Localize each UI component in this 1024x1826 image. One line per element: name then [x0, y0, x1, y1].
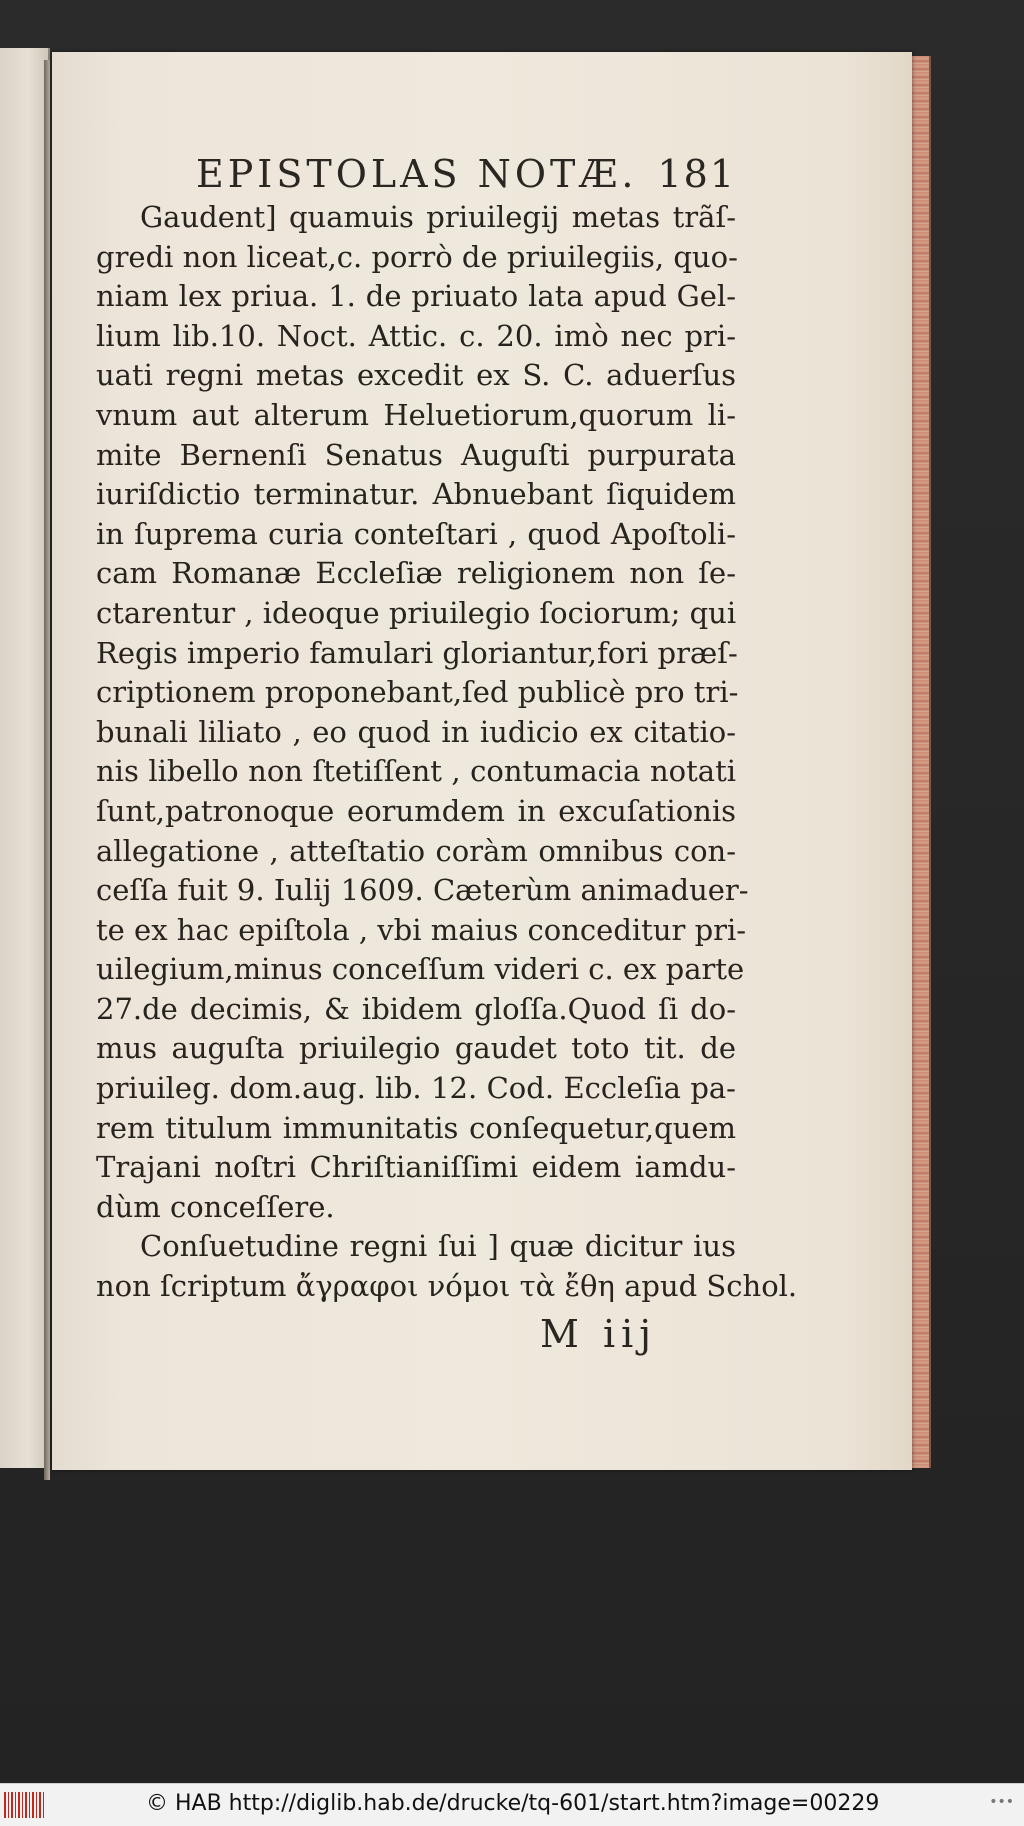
text-line: te ex hac epiſtola , vbi maius conceditur pri- — [96, 912, 747, 947]
previous-page-edge — [0, 48, 50, 1468]
copyright-link[interactable]: © HAB http://diglib.hab.de/drucke/tq-601/start.htm?image=00229 — [146, 1791, 880, 1816]
text-line: non ſcriptum ἄγραφοι νόμοι τὰ ἔθη apud Schol. — [96, 1269, 798, 1304]
running-title: EPISTOLAS NOTÆ. — [196, 152, 638, 196]
text-line: in ſuprema curia conteſtari , quod Apoſtoli- — [96, 516, 736, 551]
text-line: ſunt,patronoque eorumdem in excuſationis — [96, 793, 736, 828]
text-line: lium lib.10. Noct. Attic. c. 20. imò nec pri- — [96, 318, 736, 353]
text-line: allegatione , atteſtatio coràm omnibus con- — [96, 833, 736, 868]
hab-logo-icon — [4, 1792, 46, 1818]
text-line: Conſuetudine regni ſui ] quæ dicitur ius — [140, 1229, 736, 1264]
text-line: Gaudent] quamuis priuilegij metas trãſ- — [140, 200, 736, 234]
text-line: nis libello non ſtetiſſent , contumacia notati — [96, 754, 736, 789]
text-line: bunali liliato , eo quod in iudicio ex citatio- — [96, 714, 736, 749]
signature-mark: M iij — [540, 1312, 658, 1356]
text-line: iuriſdictio terminatur. Abnuebant ſiquidem — [96, 477, 736, 512]
text-line: rem titulum immunitatis conſequetur,quem — [96, 1110, 736, 1145]
text-line: dùm conceſſere. — [96, 1189, 335, 1224]
text-line: uilegium,minus conceſſum videri c. ex parte — [96, 952, 745, 987]
text-line: 27.de decimis, & ibidem gloſſa.Quod ſi do- — [96, 991, 736, 1026]
text-line: priuileg. dom.aug. lib. 12. Cod. Eccleſia pa- — [96, 1071, 736, 1106]
text-line: ceſſa fuit 9. Iulij 1609. Cæterùm animaduer- — [96, 873, 749, 908]
page-header — [196, 152, 736, 198]
body-text — [96, 198, 798, 1307]
text-line: uati regni metas excedit ex S. C. aduerſus — [96, 358, 736, 393]
text-line: mus auguſta priuilegio gaudet toto tit. de — [96, 1031, 736, 1066]
text-line: mite Bernenſi Senatus Auguſti purpurata — [96, 437, 736, 472]
text-line: criptionem proponebant,ſed publicè pro tri- — [96, 675, 739, 710]
copyright-bar — [0, 1783, 1024, 1826]
page-number: 181 — [657, 152, 736, 196]
text-line: gredi non liceat,c. porrò de priuilegiis, quo- — [96, 239, 738, 274]
text-line: cam Romanæ Eccleſiæ religionem non ſe- — [96, 556, 736, 591]
text-line: niam lex priua. 1. de priuato lata apud Gel- — [96, 279, 736, 314]
text-line: Trajani noſtri Chriſtianiſſimi eidem iamdu- — [96, 1150, 736, 1185]
binding-fold — [44, 60, 50, 1480]
text-line: vnum aut alterum Heluetiorum,quorum li- — [96, 397, 736, 432]
more-icon[interactable]: ••• — [989, 1794, 1014, 1810]
text-line: ctarentur , ideoque priuilegio ſociorum; qui — [96, 595, 737, 630]
text-line: Regis imperio famulari gloriantur,fori præſ- — [96, 635, 738, 670]
